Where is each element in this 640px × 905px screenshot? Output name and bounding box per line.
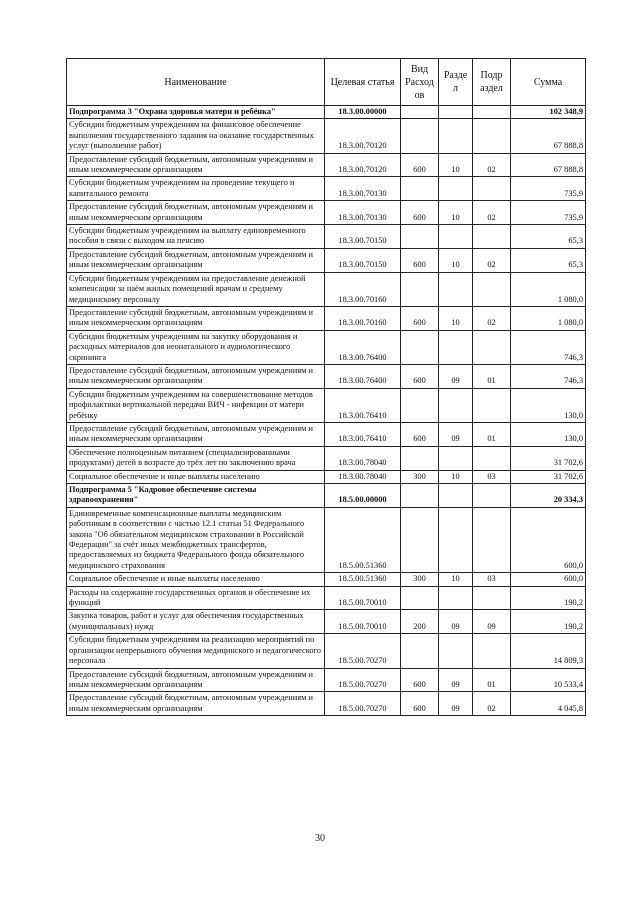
row-subsection: 01 — [473, 422, 511, 446]
row-expense-type — [401, 507, 439, 572]
row-expense-type: 600 — [401, 153, 439, 177]
row-target-code: 18.3.00.70160 — [325, 306, 401, 330]
row-expense-type — [401, 106, 439, 119]
row-subsection — [473, 330, 511, 364]
row-target-code: 18.3.00.76410 — [325, 388, 401, 422]
row-subsection: 03 — [473, 470, 511, 483]
row-target-code: 18.5.00.70270 — [325, 668, 401, 692]
row-name: Предоставление субсидий бюджетным, автономным учреждениям и иным некоммерческим организациям — [67, 201, 325, 225]
row-subsection: 02 — [473, 248, 511, 272]
table-row — [67, 422, 586, 446]
row-subsection: 01 — [473, 364, 511, 388]
row-expense-type: 600 — [401, 364, 439, 388]
row-section — [439, 507, 473, 572]
row-name: Подпрограмма 3 "Охрана здоровья матери и ребёнка" — [67, 106, 325, 119]
header-sum: Сумма — [511, 59, 586, 106]
table-header — [67, 59, 586, 106]
row-section — [439, 586, 473, 610]
row-expense-type — [401, 177, 439, 201]
row-section: 09 — [439, 668, 473, 692]
row-amount: 130,0 — [511, 388, 586, 422]
table-row — [67, 364, 586, 388]
table-body — [67, 106, 586, 716]
row-amount: 735,9 — [511, 177, 586, 201]
row-target-code: 18.3.00.78040 — [325, 470, 401, 483]
row-target-code: 18.5.00.00000 — [325, 484, 401, 508]
row-subsection: 02 — [473, 153, 511, 177]
row-target-code: 18.3.00.70160 — [325, 272, 401, 306]
row-expense-type — [401, 484, 439, 508]
row-target-code: 18.3.00.00000 — [325, 106, 401, 119]
row-amount: 31 702,6 — [511, 470, 586, 483]
row-subsection — [473, 484, 511, 508]
row-expense-type — [401, 446, 439, 470]
row-subsection: 02 — [473, 201, 511, 225]
row-amount: 102 348,9 — [511, 106, 586, 119]
table-row — [67, 573, 586, 586]
row-expense-type: 600 — [401, 201, 439, 225]
row-name: Субсидии бюджетным учреждениям на реализацию мероприятий по организации непрерывного обучения медицинского и педагогического персонала — [67, 634, 325, 668]
row-target-code: 18.3.00.76400 — [325, 330, 401, 364]
row-target-code: 18.3.00.70130 — [325, 201, 401, 225]
row-section — [439, 330, 473, 364]
row-target-code: 18.3.00.76400 — [325, 364, 401, 388]
row-name: Социальное обеспечение и иные выплаты населению — [67, 470, 325, 483]
table-row — [67, 388, 586, 422]
budget-table — [66, 58, 586, 716]
row-subsection: 03 — [473, 573, 511, 586]
row-name: Расходы на содержание государственных органов и обеспечение их функций — [67, 586, 325, 610]
row-expense-type — [401, 119, 439, 153]
row-subsection: 01 — [473, 668, 511, 692]
table-row — [67, 610, 586, 634]
row-target-code: 18.3.00.70120 — [325, 119, 401, 153]
row-amount: 1 080,0 — [511, 306, 586, 330]
row-name: Единовременные компенсационные выплаты медицинским работникам в соответствии с частью 12.1 статьи 51 Федерального закона "Об обязательном медицинском страховании в Российской Федерации" за счёт иных межбюджетных трансфертов, предоставляемых из бюджета Федерального фонда обязательного медицинского страхования — [67, 507, 325, 572]
row-section — [439, 446, 473, 470]
row-section — [439, 225, 473, 249]
row-amount: 20 334,3 — [511, 484, 586, 508]
row-section: 10 — [439, 470, 473, 483]
row-subsection — [473, 106, 511, 119]
header-code: Целевая статья — [325, 59, 401, 106]
row-target-code: 18.5.00.70010 — [325, 610, 401, 634]
table-row — [67, 446, 586, 470]
row-section — [439, 177, 473, 201]
row-subsection — [473, 119, 511, 153]
row-amount: 746,3 — [511, 330, 586, 364]
row-name: Предоставление субсидий бюджетным, автономным учреждениям и иным некоммерческим организациям — [67, 422, 325, 446]
row-amount: 31 702,6 — [511, 446, 586, 470]
row-target-code: 18.5.00.70270 — [325, 634, 401, 668]
row-amount: 67 888,8 — [511, 153, 586, 177]
row-target-code: 18.5.00.51360 — [325, 573, 401, 586]
table-row — [67, 507, 586, 572]
row-section — [439, 119, 473, 153]
row-expense-type — [401, 586, 439, 610]
row-name: Субсидии бюджетным учреждениям на финансовое обеспечение выполнения государственного задания на оказание государственных услуг (выполнение работ) — [67, 119, 325, 153]
row-target-code: 18.3.00.70150 — [325, 248, 401, 272]
row-amount: 600,0 — [511, 507, 586, 572]
table-row — [67, 634, 586, 668]
row-expense-type: 600 — [401, 248, 439, 272]
row-name: Предоставление субсидий бюджетным, автономным учреждениям и иным некоммерческим организациям — [67, 306, 325, 330]
row-section — [439, 272, 473, 306]
row-amount: 14 809,3 — [511, 634, 586, 668]
row-section — [439, 634, 473, 668]
header-razdel: Разде л — [439, 59, 473, 106]
row-section — [439, 106, 473, 119]
header-podrazdel: Подр аздел — [473, 59, 511, 106]
header-vid: Вид Расход ов — [401, 59, 439, 106]
table-row — [67, 272, 586, 306]
row-section: 10 — [439, 153, 473, 177]
row-name: Предоставление субсидий бюджетным, автономным учреждениям и иным некоммерческим организациям — [67, 668, 325, 692]
page-number: 30 — [315, 833, 325, 844]
table-row — [67, 586, 586, 610]
table-row — [67, 470, 586, 483]
row-name: Предоставление субсидий бюджетным, автономным учреждениям и иным некоммерческим организациям — [67, 153, 325, 177]
row-name: Субсидии бюджетным учреждениям на выплату единовременного пособия в связи с выходом на пенсию — [67, 225, 325, 249]
row-amount: 67 888,8 — [511, 119, 586, 153]
row-amount: 735,9 — [511, 201, 586, 225]
header-row — [67, 59, 586, 106]
row-section: 10 — [439, 201, 473, 225]
row-section: 09 — [439, 610, 473, 634]
row-name: Социальное обеспечение и иные выплаты населению — [67, 573, 325, 586]
row-amount: 746,3 — [511, 364, 586, 388]
row-target-code: 18.3.00.70120 — [325, 153, 401, 177]
table-row — [67, 330, 586, 364]
row-amount: 130,0 — [511, 422, 586, 446]
row-target-code: 18.3.00.70130 — [325, 177, 401, 201]
row-section: 10 — [439, 306, 473, 330]
row-name: Предоставление субсидий бюджетным, автономным учреждениям и иным некоммерческим организациям — [67, 248, 325, 272]
row-section: 10 — [439, 248, 473, 272]
row-amount: 190,2 — [511, 586, 586, 610]
row-target-code: 18.3.00.76410 — [325, 422, 401, 446]
row-section: 10 — [439, 573, 473, 586]
row-target-code: 18.5.00.51360 — [325, 507, 401, 572]
row-section: 09 — [439, 422, 473, 446]
row-section — [439, 388, 473, 422]
row-amount: 1 080,0 — [511, 272, 586, 306]
row-amount: 10 533,4 — [511, 668, 586, 692]
table-row — [67, 201, 586, 225]
row-subsection — [473, 388, 511, 422]
row-name: Подпрограмма 5 "Кадровое обеспечение системы здравоохранения" — [67, 484, 325, 508]
row-expense-type: 600 — [401, 422, 439, 446]
row-name: Обеспечение полноценным питанием (специализированными продуктами) детей в возрасте до трёх лет по заключению врача — [67, 446, 325, 470]
row-amount: 600,0 — [511, 573, 586, 586]
row-section: 09 — [439, 364, 473, 388]
row-expense-type — [401, 272, 439, 306]
row-amount: 65,3 — [511, 225, 586, 249]
row-subsection: 09 — [473, 610, 511, 634]
row-expense-type — [401, 225, 439, 249]
row-section — [439, 484, 473, 508]
row-expense-type: 600 — [401, 668, 439, 692]
row-name: Субсидии бюджетным учреждениям на предоставление денежной компенсации за наём жилых помещений врачам и среднему медицинскому персоналу — [67, 272, 325, 306]
row-name: Предоставление субсидий бюджетным, автономным учреждениям и иным некоммерческим организациям — [67, 692, 325, 716]
row-expense-type — [401, 330, 439, 364]
row-expense-type: 200 — [401, 610, 439, 634]
row-subsection — [473, 177, 511, 201]
table-row — [67, 248, 586, 272]
row-expense-type: 600 — [401, 692, 439, 716]
table-row — [67, 306, 586, 330]
row-name: Субсидии бюджетным учреждениям на совершенствование методов профилактики вертикальной передачи ВИЧ - инфекции от матери ребёнку — [67, 388, 325, 422]
row-subsection: 02 — [473, 692, 511, 716]
row-amount: 4 045,8 — [511, 692, 586, 716]
table-row — [67, 177, 586, 201]
row-name: Закупка товаров, работ и услуг для обеспечения государственных (муниципальных) нужд — [67, 610, 325, 634]
row-expense-type: 300 — [401, 573, 439, 586]
table-row — [67, 225, 586, 249]
row-subsection — [473, 446, 511, 470]
row-subsection: 02 — [473, 306, 511, 330]
subprogram-row — [67, 106, 586, 119]
row-amount: 65,3 — [511, 248, 586, 272]
row-amount: 190,2 — [511, 610, 586, 634]
row-subsection — [473, 272, 511, 306]
row-expense-type: 600 — [401, 306, 439, 330]
row-section: 09 — [439, 692, 473, 716]
row-expense-type — [401, 388, 439, 422]
row-subsection — [473, 507, 511, 572]
row-subsection — [473, 586, 511, 610]
row-subsection — [473, 634, 511, 668]
row-target-code: 18.5.00.70010 — [325, 586, 401, 610]
subprogram-row — [67, 484, 586, 508]
header-name: Наименование — [67, 59, 325, 106]
row-expense-type: 300 — [401, 470, 439, 483]
row-name: Предоставление субсидий бюджетным, автономным учреждениям и иным некоммерческим организациям — [67, 364, 325, 388]
table-row — [67, 692, 586, 716]
row-target-code: 18.5.00.70270 — [325, 692, 401, 716]
table-row — [67, 668, 586, 692]
row-target-code: 18.3.00.70150 — [325, 225, 401, 249]
table-row — [67, 153, 586, 177]
row-target-code: 18.3.00.78040 — [325, 446, 401, 470]
row-name: Субсидии бюджетным учреждениям на проведение текущего и капитального ремонта — [67, 177, 325, 201]
row-expense-type — [401, 634, 439, 668]
table-row — [67, 119, 586, 153]
row-subsection — [473, 225, 511, 249]
row-name: Субсидии бюджетным учреждениям на закупку оборудования и расходных материалов для неонатального и аудиологического скрининга — [67, 330, 325, 364]
